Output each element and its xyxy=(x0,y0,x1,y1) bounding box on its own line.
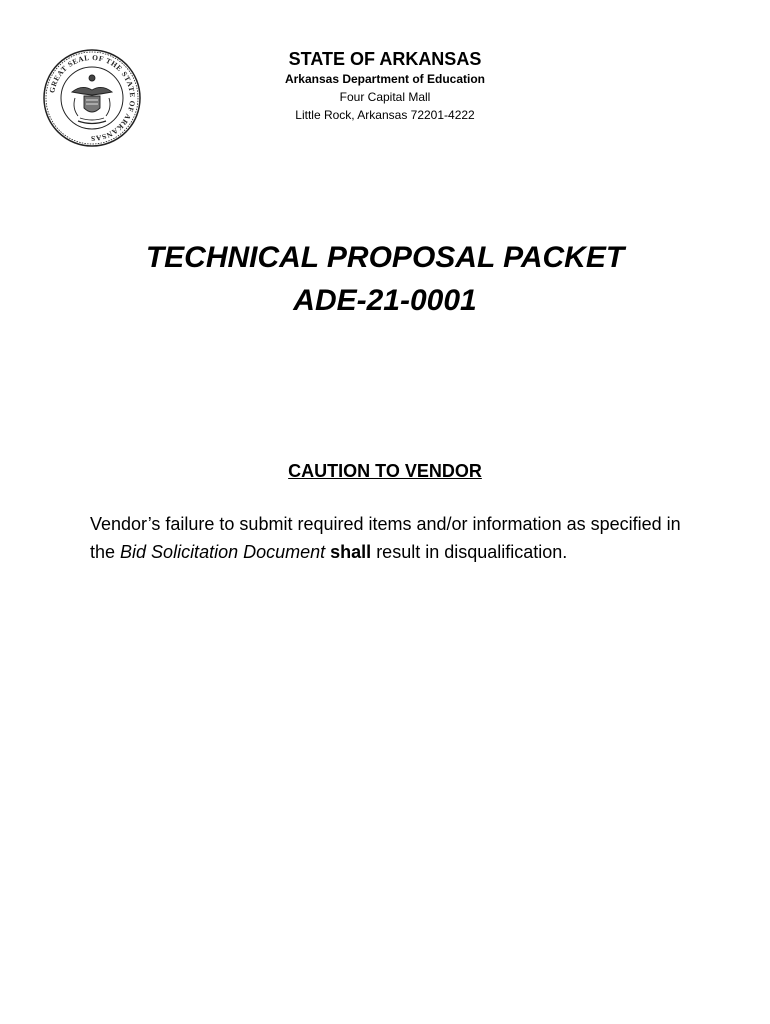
state-seal xyxy=(42,48,142,148)
address-line-1: Four Capital Mall xyxy=(339,90,431,104)
department-name: Arkansas Department of Education xyxy=(284,72,486,86)
bid-solicitation-reference: Bid Solicitation Document xyxy=(120,542,326,562)
shall-emphasis: shall xyxy=(330,542,372,562)
seal-emblem xyxy=(72,75,112,124)
caution-text-part2: result in disqualification. xyxy=(371,542,568,562)
document-title: TECHNICAL PROPOSAL PACKET xyxy=(145,241,625,274)
solicitation-number: ADE-21-0001 xyxy=(293,284,477,317)
letterhead xyxy=(200,48,570,123)
state-name: STATE OF ARKANSAS xyxy=(288,49,482,69)
caution-text-part1: Vendor’s failure to submit required items and/or information as specified in the xyxy=(90,514,681,562)
caution-paragraph xyxy=(90,510,690,566)
seal-graphic xyxy=(42,48,142,148)
caution-heading: CAUTION TO VENDOR xyxy=(288,461,482,481)
address-line-2: Little Rock, Arkansas 72201-4222 xyxy=(295,108,475,122)
seal-outer-text: GREAT SEAL OF THE STATE OF ARKANSAS xyxy=(47,52,138,144)
